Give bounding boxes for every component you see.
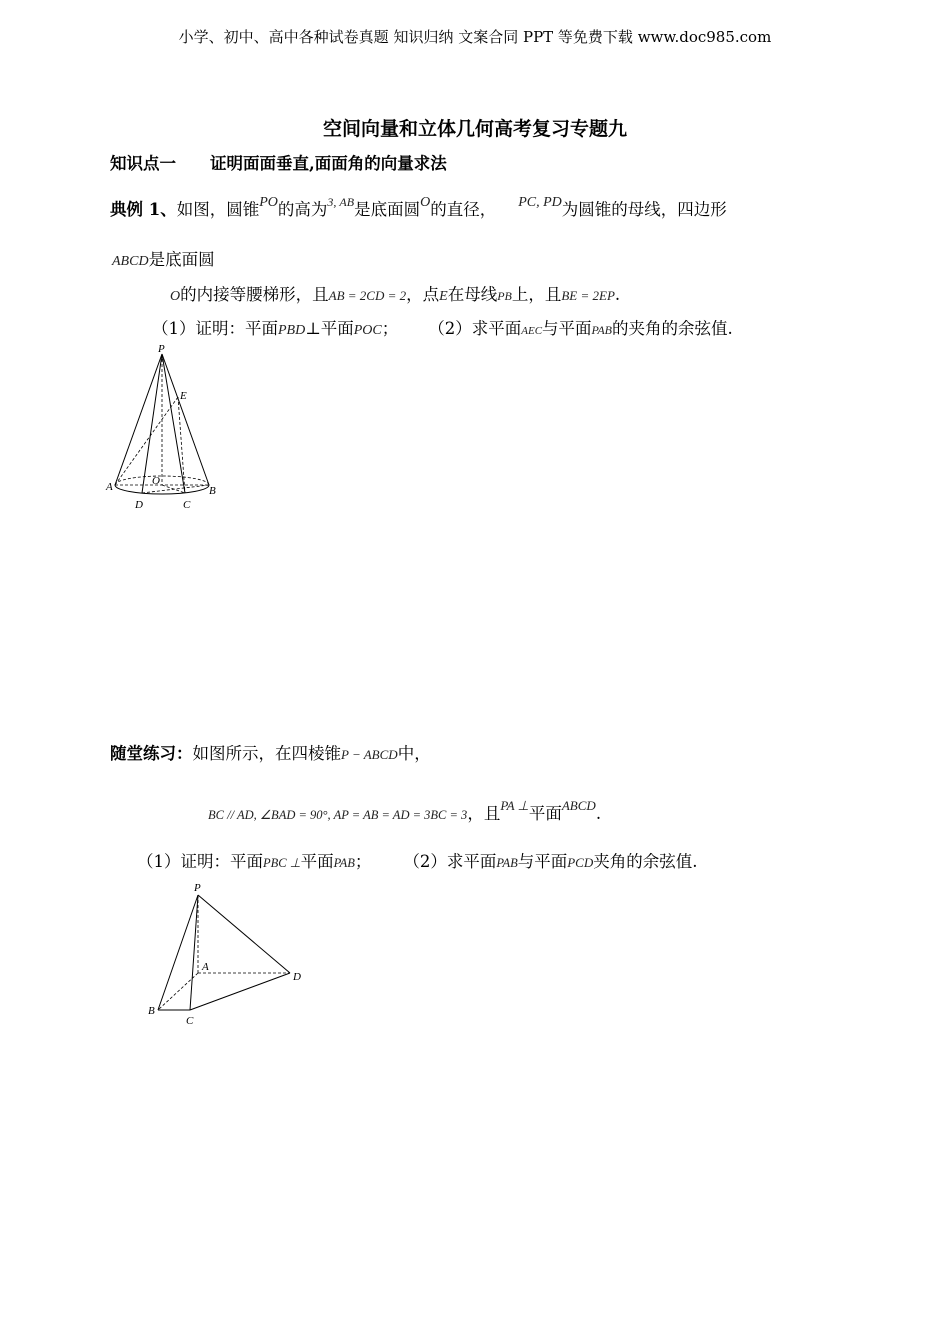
text: 是底面圆 — [354, 200, 421, 219]
text: 上，且 — [511, 285, 562, 304]
label-c: C — [186, 1015, 194, 1027]
practice-line2 — [208, 800, 601, 824]
text: 夹角的余弦值. — [593, 852, 698, 871]
text: 的内接等腰梯形，且 — [180, 285, 329, 304]
text: 平面 — [300, 852, 334, 871]
label-d: D — [293, 971, 301, 983]
text: 如图所示，在四棱锥 — [192, 744, 341, 763]
edge-pb — [158, 895, 198, 1010]
text: . — [595, 804, 602, 823]
cone-line-pb — [162, 354, 209, 485]
math: 3, AB — [327, 195, 355, 209]
math: O — [170, 289, 181, 304]
math: PCD — [567, 855, 594, 870]
math: AB = 2CD = 2 — [328, 288, 407, 303]
label-e: E — [180, 390, 187, 402]
text: 的直径， — [430, 200, 497, 219]
edge-cd — [190, 973, 290, 1010]
text: ，点 — [406, 285, 440, 304]
text: . — [614, 285, 621, 304]
text: 为圆锥的母线，四边形 — [561, 200, 727, 219]
page-title: 空间向量和立体几何高考复习专题九 — [322, 118, 627, 140]
pyramid-figure — [140, 878, 315, 1028]
math: PAB — [333, 856, 355, 870]
math: PAB — [496, 856, 518, 870]
page-header: 小学、初中、高中各种试卷真题 知识归纳 文案合同 PPT 等免费下载 www.doc985.com — [178, 28, 772, 46]
label-p: P — [158, 343, 165, 355]
text: （1）证明：平面 — [137, 852, 263, 871]
practice-label: 随堂练习： — [110, 744, 193, 763]
math: ABCD — [561, 798, 596, 813]
label-b: B — [148, 1005, 155, 1017]
math: AEC — [521, 325, 543, 337]
text: 的夹角的余弦值. — [611, 319, 733, 338]
example1-questions — [152, 315, 733, 339]
math: PO — [259, 195, 278, 210]
label-a: A — [106, 481, 113, 493]
example1-label: 典例 1、 — [110, 200, 177, 219]
text: ； — [354, 852, 372, 871]
cone-line-ae — [115, 397, 178, 485]
practice-questions — [137, 848, 697, 872]
math: POC — [353, 323, 382, 338]
cone-line-oc — [162, 485, 185, 493]
cone-figure — [105, 342, 225, 514]
text: 如图，圆锥 — [176, 200, 260, 219]
math: PAB — [591, 323, 612, 337]
math: PA ⊥ — [500, 798, 529, 813]
label-p: P — [194, 882, 201, 894]
example1-line2 — [112, 246, 215, 270]
section-topic: 证明面面垂直,面面角的向量求法 — [210, 154, 447, 173]
section-label: 知识点一 — [110, 154, 176, 173]
text: （2）求平面 — [403, 852, 497, 871]
cone-base-front — [115, 485, 209, 494]
edge-pc — [190, 895, 198, 1010]
text: ⊥平面 — [305, 319, 354, 338]
cone-line-pc — [162, 354, 185, 493]
text: ； — [381, 319, 399, 338]
label-d: D — [135, 499, 143, 511]
math: PBD — [278, 323, 306, 338]
example1-line3 — [170, 281, 620, 305]
cone-line-pa — [115, 354, 162, 485]
math: E — [439, 289, 448, 304]
edge-pd — [198, 895, 290, 973]
text: ，且 — [467, 804, 501, 823]
text: 的高为 — [277, 200, 328, 219]
text: （2）求平面 — [428, 319, 522, 338]
label-c: C — [183, 499, 191, 511]
text: 与平面 — [542, 319, 592, 338]
section-heading — [110, 150, 447, 174]
label-o: O — [152, 475, 160, 487]
label-b: B — [209, 485, 216, 497]
math: P − ABCD — [341, 747, 398, 762]
cone-line-ec — [178, 397, 185, 493]
math: PC, PD — [518, 195, 562, 210]
text: 是底面圆 — [148, 250, 215, 269]
math: PBC ⊥ — [263, 856, 301, 870]
math: O — [420, 195, 431, 210]
practice-line1 — [110, 740, 431, 764]
text: （1）证明：平面 — [152, 319, 278, 338]
math: PB — [497, 289, 512, 303]
text: 在母线 — [447, 285, 498, 304]
text: 平面 — [528, 804, 562, 823]
math: ABCD — [112, 254, 149, 269]
math: BC // AD, ∠BAD = 90°, AP = AB = AD = 3BC = 3 — [208, 808, 468, 822]
label-a: A — [202, 961, 209, 973]
example1-line1 — [110, 196, 727, 220]
math: BE = 2EP — [561, 288, 615, 303]
text: 中， — [397, 744, 431, 763]
text: 与平面 — [517, 852, 568, 871]
